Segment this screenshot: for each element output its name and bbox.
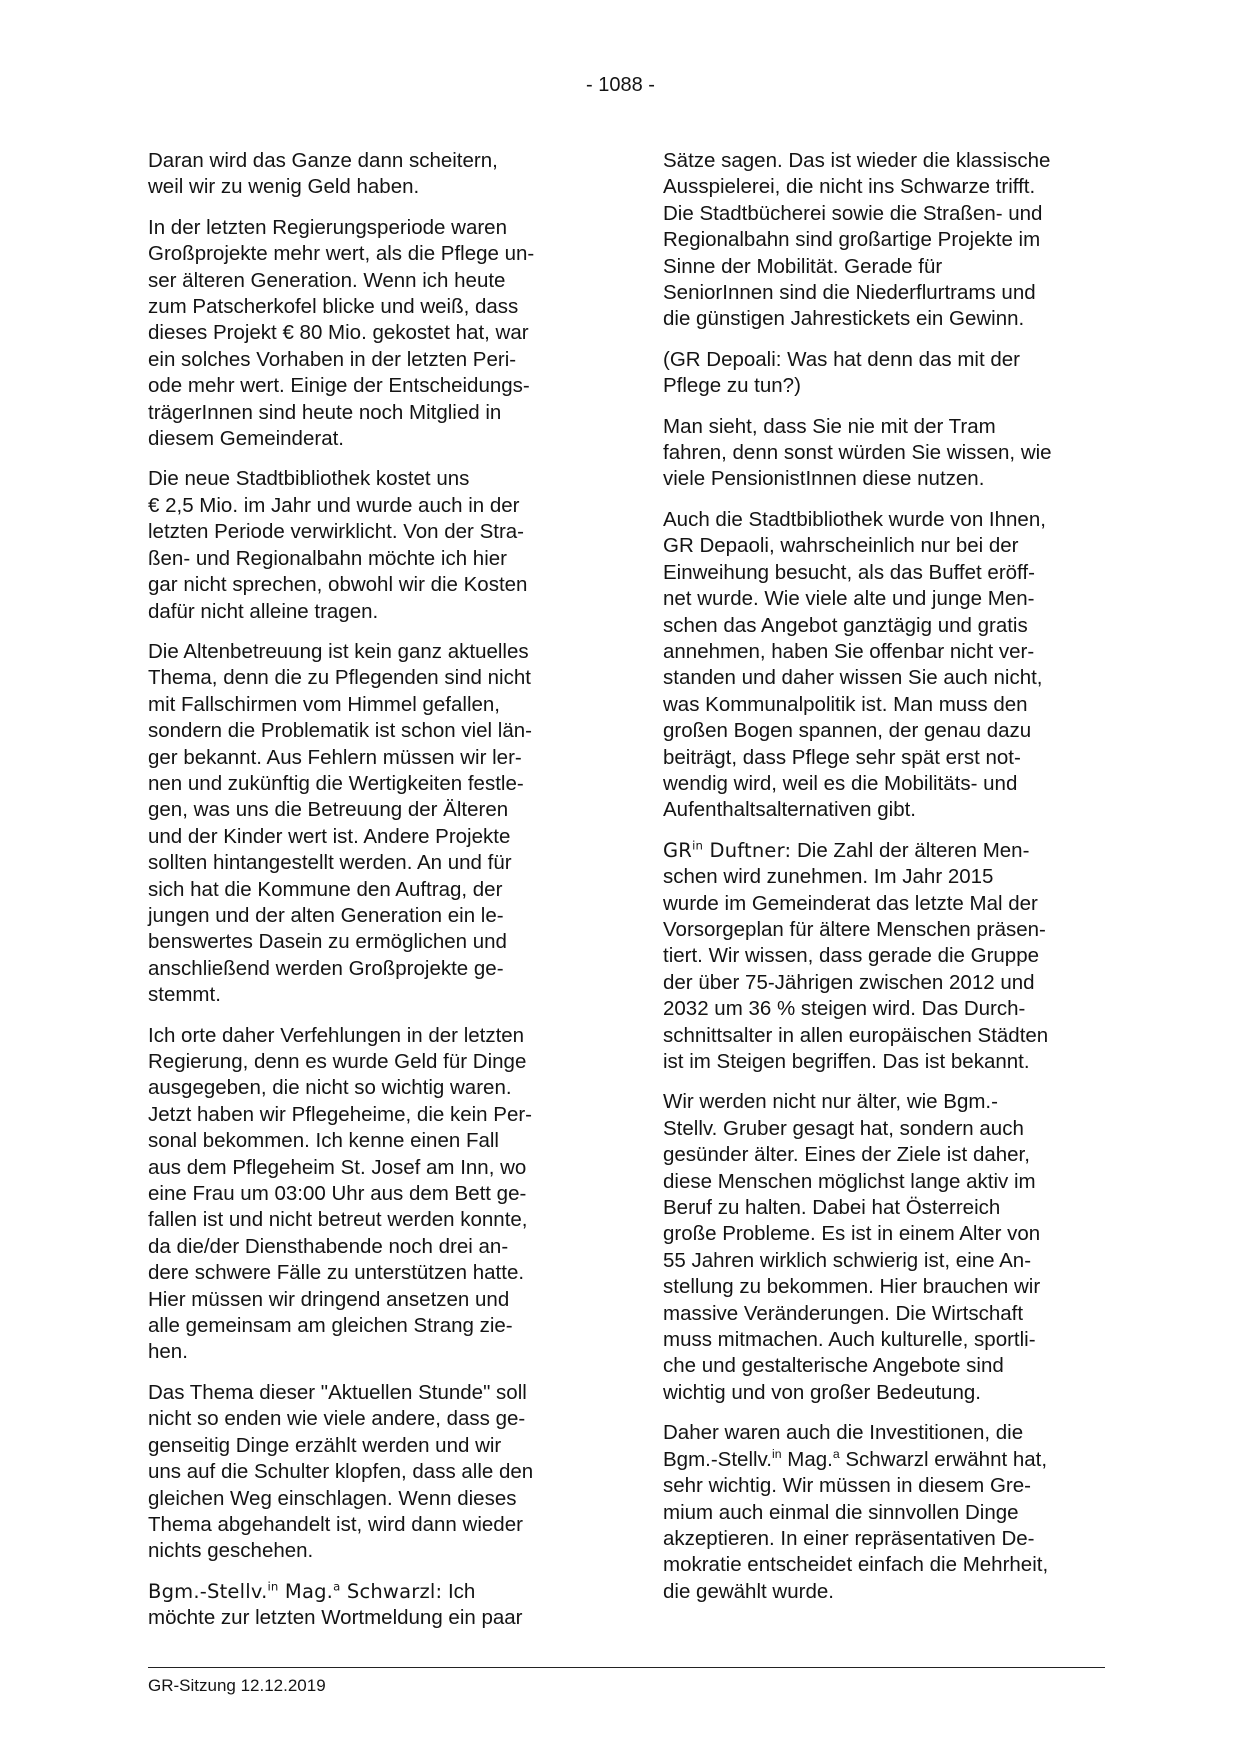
speech-text: Ich möchte zur letzten Wortmeldung ein paar bbox=[148, 1579, 523, 1630]
left-column bbox=[148, 148, 593, 1646]
paragraph: Sätze sagen. Das ist wieder die klassische Ausspielerei, die nicht ins Schwarze trifft. Die Stadtbücherei sowie die Straßen- und Regionalbahn sind großartige Projekte im Sinne der Mobilität. Gerade für SeniorInnen sind die Niederflurtrams und die günstigen Jahrestickets ein Gewinn. bbox=[663, 149, 1051, 331]
footer-divider bbox=[148, 1667, 1105, 1668]
speaker-paragraph bbox=[148, 1579, 593, 1632]
paragraph: Man sieht, dass Sie nie mit der Tram fahren, denn sonst würden Sie wissen, wie viele PensionistInnen diese nutzen. bbox=[663, 414, 1052, 491]
speech-text: Die Zahl der älteren Men- schen wird zunehmen. Im Jahr 2015 wurde im Gemeinderat das letzte Mal der Vorsorgeplan für ältere Menschen präsen- tiert. Wir wissen, dass gerade die Gruppe der über 75-Jährigen zwischen 2012 und 2032 um 36 % steigen wird. Das Durch- schnittsalter in allen europäischen Städten ist im Steigen begriffen. Das ist bekannt. bbox=[663, 838, 1049, 1073]
paragraph: Ich orte daher Verfehlungen in der letzten Regierung, denn es wurde Geld für Dinge ausgegeben, die nicht so wichtig waren. Jetzt haben wir Pflegeheime, die kein Per- sonal bekommen. Ich kenne einen Fall aus dem Pflegeheim St. Josef am Inn, wo eine Frau um 03:00 Uhr aus dem Bett ge- fallen ist und nicht betreut werden konnte, da die/der Diensthabende noch drei an- dere schwere Fälle zu unterstützen hatte. Hier müssen wir dringend ansetzen und alle gemeinsam am gleichen Strang zie- hen. bbox=[148, 1023, 533, 1364]
page-number: - 1088 - bbox=[586, 74, 655, 96]
interjection: (GR Depoali: Was hat denn das mit der Pflege zu tun?) bbox=[663, 347, 1021, 398]
paragraph: In der letzten Regierungsperiode waren Großprojekte mehr wert, als die Pflege un- ser älteren Generation. Wenn ich heute zum Patscherkofel blicke und weiß, dass dieses Projekt € 80 Mio. gekostet hat, war ein solches Vorhaben in der letzten Peri- ode mehr wert. Einige der Entscheidungs- trägerInnen sind heute noch Mitglied in diesem Gemeinderat. bbox=[148, 215, 535, 451]
paragraph: Auch die Stadtbibliothek wurde von Ihnen, GR Depaoli, wahrscheinlich nur bei der Einweihung besucht, als das Buffet eröff- net wurde. Wie viele alte und junge Men- schen das Angebot ganztägig und gratis annehmen, haben Sie offenbar nicht ver- standen und daher wissen Sie auch nicht, was Kommunalpolitik ist. Man muss den großen Bogen spannen, der genau dazu beiträgt, dass Pflege sehr spät erst not- wendig wird, weil es die Mobilitäts- und Aufenthaltsalternativen gibt. bbox=[663, 507, 1046, 822]
right-column bbox=[663, 148, 1108, 1619]
speaker-name: $GR^{in}$ Duftner: bbox=[663, 838, 792, 862]
paragraph: Die neue Stadtbibliothek kostet uns € 2,5 Mio. im Jahr und wurde auch in der letzten Periode verwirklicht. Von der Stra- ßen- und Regionalbahn möchte ich hier gar nicht sprechen, obwohl wir die Kosten dafür nicht alleine tragen. bbox=[148, 467, 528, 623]
speaker-name: Bgm.-Stellv.$^{in}$ Mag.$^a$ Schwarzl: bbox=[148, 1579, 443, 1603]
speaker-paragraph bbox=[663, 838, 1108, 1076]
paragraph: Wir werden nicht nur älter, wie Bgm.- Stellv. Gruber gesagt hat, sondern auch gesünder älter. Eines der Ziele ist daher, diese Menschen möglichst lange aktiv im Beruf zu halten. Dabei hat Österreich große Probleme. Es ist in einem Alter von 55 Jahren wirklich schwierig ist, eine An- stellung zu bekommen. Hier brauchen wir massive Veränderungen. Die Wirtschaft muss mitmachen. Auch kulturelle, sportli- che und gestalterische Angebote sind wichtig und von großer Bedeutung. bbox=[663, 1090, 1041, 1404]
paragraph: Daran wird das Ganze dann scheitern, weil wir zu wenig Geld haben. bbox=[148, 149, 498, 199]
paragraph: Daher waren auch die Investitionen, die Bgm.-Stellv.$^{in}$ Mag.$^a$ Schwarzl erwähnt hat, sehr wichtig. Wir müssen in diesem Gre- mium auch einmal die sinnvollen Dinge akzeptieren. In einer repräsentativen De- mokratie entscheidet einfach die Mehrheit, die gewählt wurde. bbox=[663, 1421, 1049, 1603]
footer-session-date: GR-Sitzung 12.12.2019 bbox=[148, 1676, 326, 1695]
paragraph: Das Thema dieser "Aktuellen Stunde" soll nicht so enden wie viele andere, dass ge- genseitig Dinge erzählt werden und wir uns auf die Schulter klopfen, dass alle den gleichen Weg einschlagen. Wenn dieses Thema abgehandelt ist, wird dann wieder nichts geschehen. bbox=[148, 1380, 534, 1563]
paragraph: Die Altenbetreuung ist kein ganz aktuelles Thema, denn die zu Pflegenden sind nicht mit Fallschirmen vom Himmel gefallen, sondern die Problematik ist schon viel län- ger bekannt. Aus Fehlern müssen wir ler- nen und zukünftig die Wertigkeiten festle- gen, was uns die Betreuung der Älteren und der Kinder wert ist. Andere Projekte sollten hintangestellt werden. An und für sich hat die Kommune den Auftrag, der jungen und der alten Generation ein le- benswertes Dasein zu ermöglichen und anschließend werden Großprojekte ge- stemmt. bbox=[148, 639, 532, 1007]
